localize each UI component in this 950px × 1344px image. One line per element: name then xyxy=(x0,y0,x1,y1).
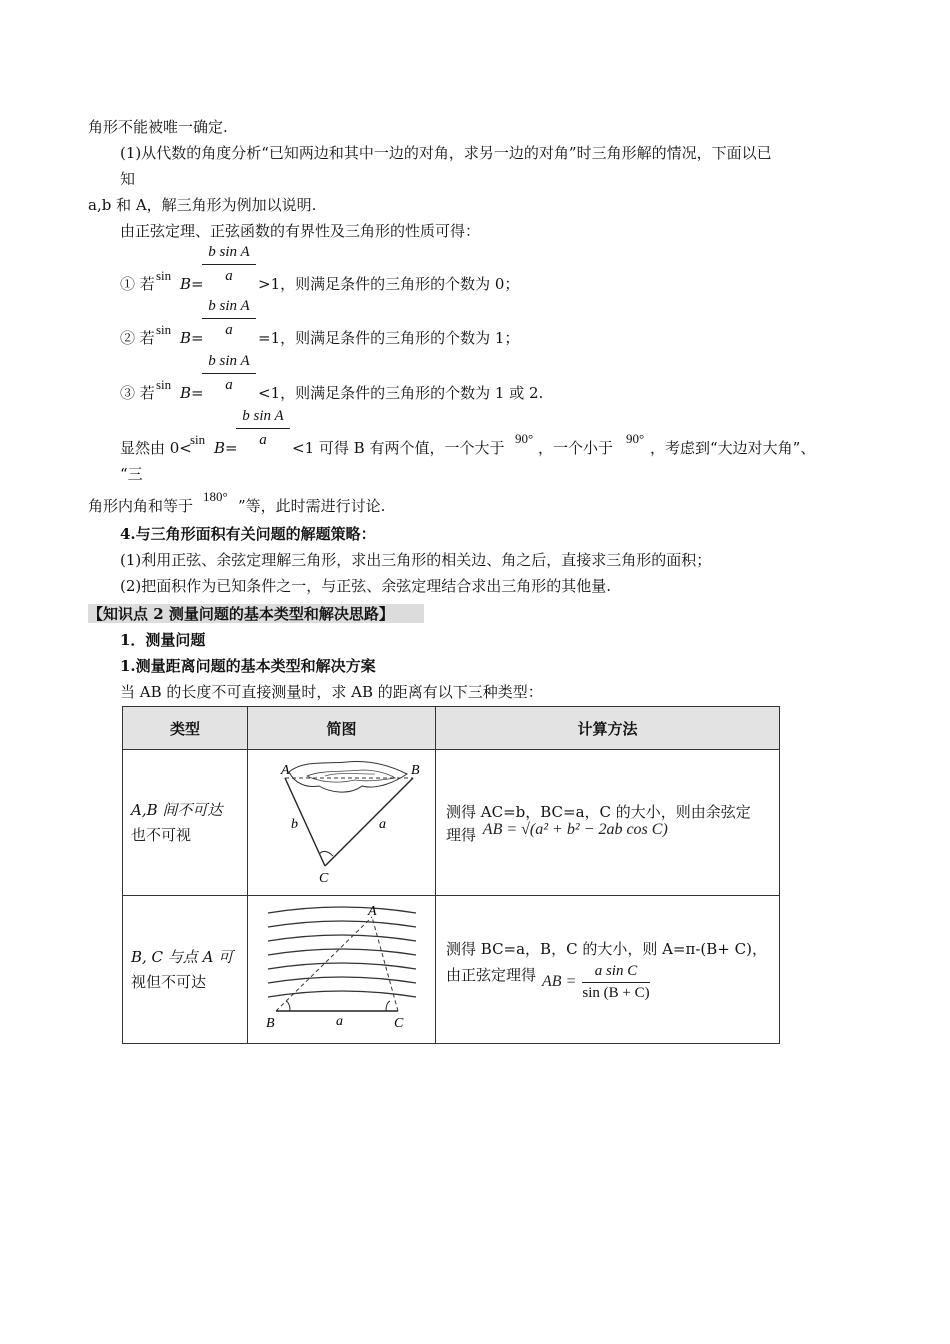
deg-90-a: 90° xyxy=(515,431,534,446)
table-row xyxy=(123,750,780,896)
case-1-fraction xyxy=(202,244,256,285)
law-of-sines-lhs: AB = xyxy=(542,973,577,990)
fig1-label-C: C xyxy=(318,870,328,886)
case-1-prefix: ① 若 xyxy=(120,275,155,293)
deg-180: 180° xyxy=(203,489,228,504)
table-row xyxy=(123,896,780,1044)
case-2-sin: sin xyxy=(156,322,172,337)
case-3-fraction xyxy=(202,353,256,394)
law-of-cosines-formula: AB = √(a² + b² − 2ab cos C) xyxy=(482,820,668,838)
paragraph-4: 由正弦定理、正弦函数的有界性及三角形的性质可得： xyxy=(120,222,481,240)
case-1-sinB: B= xyxy=(180,275,204,293)
paragraph-2: (1)从代数的角度分析“已知两边和其中一边的对角，求另一边的对角”时三角形解的情况，下面以已 xyxy=(120,144,772,162)
row-1-method-line1: 测得 AC=b，BC=a，C 的大小，则由余弦定 xyxy=(446,802,751,821)
case-3-frac-num: b sin A xyxy=(202,353,256,374)
row-2-method xyxy=(436,896,780,1044)
fig2-label-C: C xyxy=(393,1015,403,1031)
row-2-method-line2-wrap xyxy=(446,963,779,1002)
row-2-type-line2: 视但不可达 xyxy=(131,972,207,991)
fig2-label-a: a xyxy=(335,1013,343,1029)
table-header-row xyxy=(123,707,780,750)
fig2-label-B: B xyxy=(265,1015,275,1031)
header-diagram: 简图 xyxy=(248,707,436,750)
obvious-prefix: 显然由 0< xyxy=(120,439,192,457)
case-3-frac-den: a xyxy=(225,377,233,393)
case-1-frac-den: a xyxy=(225,268,233,284)
row-2-method-line1: 测得 BC=a，B，C 的大小，则 A=π-(B+ C)， xyxy=(446,939,767,958)
case-3-prefix: ③ 若 xyxy=(120,384,155,402)
fig2-label-A: A xyxy=(367,903,377,919)
row-1-type xyxy=(123,750,248,896)
fig1-label-a: a xyxy=(378,816,386,832)
strategy-2: (2)把面积作为已知条件之一，与正弦、余弦定理结合求出三角形的其他量. xyxy=(120,577,612,595)
header-method: 计算方法 xyxy=(436,707,780,750)
law-of-sines-num: a sin C xyxy=(582,963,649,983)
header-type: 类型 xyxy=(123,707,248,750)
case-2-prefix: ② 若 xyxy=(120,329,155,347)
case-2-suffix: =1，则满足条件的三角形的个数为 1； xyxy=(258,329,520,347)
obvious-suffix: <1 可得 B 有两个值，一个大于 xyxy=(292,439,505,457)
knowledge-point-banner: 【知识点 2 测量问题的基本类型和解决思路】 xyxy=(88,605,394,623)
row-1-type-line2: 也不可视 xyxy=(131,825,192,844)
law-of-sines-den: sin (B + C) xyxy=(582,984,650,1001)
paragraph-3: a,b 和 A，解三角形为例加以说明. xyxy=(88,196,317,214)
obvious-frac-den: a xyxy=(259,432,267,448)
paragraph-1: 角形不能被唯一确定. xyxy=(88,118,228,136)
measurement-table xyxy=(122,706,780,1044)
row-1-method-line2-wrap xyxy=(446,820,779,845)
row-1-diagram xyxy=(248,750,436,896)
heading-area-strategy: 4.与三角形面积有关问题的解题策略： xyxy=(120,525,376,543)
strategy-1: (1)利用正弦、余弦定理解三角形，求出三角形的相关边、角之后，直接求三角形的面积； xyxy=(120,551,712,569)
row-2-type xyxy=(123,896,248,1044)
triangle-lake-diagram xyxy=(267,756,420,886)
fig1-label-b: b xyxy=(290,816,298,832)
case-3-suffix: <1，则满足条件的三角形的个数为 1 或 2. xyxy=(258,384,544,402)
row-1-method xyxy=(436,750,780,896)
angle-sum-prefix: 角形内角和等于 xyxy=(88,497,194,515)
case-1-sin: sin xyxy=(156,268,172,283)
distance-intro: 当 AB 的长度不可直接测量时，求 AB 的距离有以下三种类型： xyxy=(120,683,543,701)
case-2-frac-den: a xyxy=(225,322,233,338)
row-1-type-line1: A,B 间不可达 xyxy=(131,800,223,819)
heading-distance: 1.测量距离问题的基本类型和解决方案 xyxy=(120,657,376,675)
case-2-sinB: B= xyxy=(180,329,204,347)
fig1-label-A: A xyxy=(280,762,290,778)
case-3-sinB: B= xyxy=(180,384,204,402)
angle-sum-suffix: ”等，此时需进行讨论. xyxy=(238,497,386,515)
paragraph-2-wrap: 知 xyxy=(120,170,136,188)
obvious-mid: ，一个小于 xyxy=(538,439,614,457)
obvious-end: ，考虑到“大边对大角”、 xyxy=(650,439,816,457)
case-2-fraction xyxy=(202,298,256,339)
row-1-method-line2: 理得 xyxy=(446,825,477,844)
case-2-frac-num: b sin A xyxy=(202,298,256,319)
river-diagram xyxy=(262,903,422,1033)
row-2-type-line1: B, C 与点 A 可 xyxy=(131,947,234,966)
case-3-sin: sin xyxy=(156,377,172,392)
case-1-frac-num: b sin A xyxy=(202,244,256,265)
fig1-label-B: B xyxy=(410,762,420,778)
obvious-sinB: B= xyxy=(214,439,238,457)
obvious-line2: “三 xyxy=(120,465,143,483)
deg-90-b: 90° xyxy=(626,431,645,446)
obvious-frac-num: b sin A xyxy=(236,408,290,429)
law-of-sines-fraction xyxy=(582,963,649,1002)
obvious-fraction xyxy=(236,408,290,449)
obvious-sin: sin xyxy=(190,432,206,447)
row-2-diagram xyxy=(248,896,436,1044)
row-2-method-line2: 由正弦定理得 xyxy=(446,965,537,984)
heading-measurement: 1．测量问题 xyxy=(120,631,206,649)
case-1-suffix: >1，则满足条件的三角形的个数为 0； xyxy=(258,275,520,293)
